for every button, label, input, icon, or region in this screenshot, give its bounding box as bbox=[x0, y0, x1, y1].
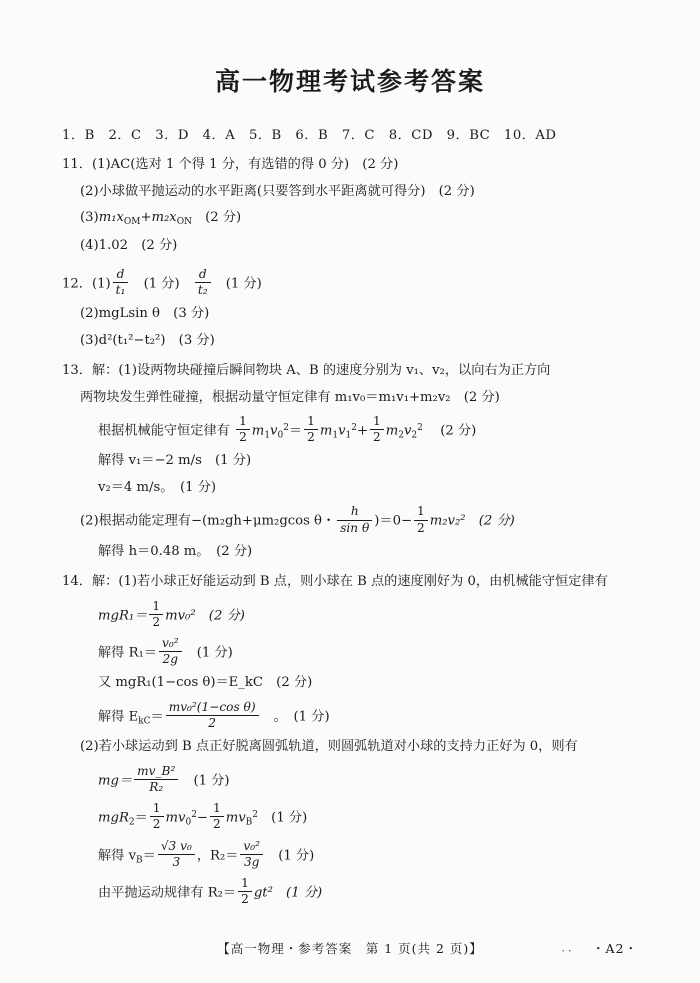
q14-frac-r2-numerator: v₀² bbox=[240, 839, 263, 855]
q14-label: 14．解： bbox=[62, 574, 119, 590]
q14-part3 bbox=[62, 636, 656, 667]
q12-part2: (2)mgLsin θ (3 分) bbox=[80, 306, 210, 322]
q14-frac-mvb bbox=[134, 764, 178, 795]
footer-page-number: 第 1 页(共 2 页) bbox=[365, 941, 470, 956]
q12-part3: (3)d²(t₁²−t₂²) (3 分) bbox=[80, 332, 215, 348]
footer-code: ・A2・ bbox=[592, 941, 638, 956]
q13-part2: 两物块发生弹性碰撞，根据动量守恒定律有 m₁v₀＝m₁v₁+m₂v₂ (2 分) bbox=[80, 389, 500, 405]
q13-part1-text: (1)设两物块碰撞后瞬间物块 A、B 的速度分别为 v₁、v₂，以向右为正方向 bbox=[118, 363, 551, 379]
q14-frac-half-2: $\frac{1}{2}$ bbox=[150, 801, 164, 832]
q14-part4: 又 mgR₁(1−cos θ)＝E_kC (2 分) bbox=[98, 675, 313, 691]
q14-part5-eq: ＝ bbox=[150, 709, 164, 725]
objective-answers-row: 1．B 2．C 3．D 4．A 5．B 6．B 7．C 8．CD 9．BC 10．AD bbox=[62, 128, 557, 143]
q11-part3-sub1: OM bbox=[123, 217, 141, 228]
q14-frac-half-4: $\frac{1}{2}$ bbox=[238, 876, 252, 907]
q14-part9-eq: ＝ bbox=[142, 848, 156, 863]
q14-part2-tail: mv₀² (2 分) bbox=[165, 608, 245, 624]
q14-frac-r1-denominator: 2g bbox=[162, 652, 179, 667]
q14-part9 bbox=[62, 839, 656, 870]
q12-score-2: (1 分) bbox=[225, 276, 262, 292]
q14-part9-sub: B bbox=[136, 855, 143, 866]
q14-frac-half-3: $\frac{1}{2}$ bbox=[210, 801, 224, 832]
q12-fraction-1 bbox=[113, 267, 129, 298]
q13-part3-prefix: 根据机械能守恒定律有 bbox=[98, 423, 230, 439]
q13-part7: 解得 h＝0.48 m。 (2 分) bbox=[98, 543, 253, 559]
q12-part1-prefix: (1) bbox=[91, 276, 111, 292]
footer-dots: ．． bbox=[561, 941, 580, 954]
q14-part5-prefix: 解得 E bbox=[98, 709, 139, 725]
q14-frac-ekc-numerator: mv₀²(1−cos θ) bbox=[166, 700, 259, 716]
q14-part8-score: (1 分) bbox=[271, 810, 308, 826]
q13-part3-score: (2 分) bbox=[440, 423, 477, 439]
q13-frac-half-3: $\frac{1}{2}$ bbox=[370, 414, 384, 445]
q13-part6-mid: )＝0− bbox=[374, 513, 413, 529]
footer-bracket-close: 】 bbox=[469, 941, 483, 956]
q14-part9-prefix: 解得 v bbox=[98, 848, 137, 863]
q14-part10 bbox=[62, 876, 656, 907]
q14-part6: (2)若小球运动到 B 点正好脱离圆弧轨道，则圆弧轨道对小球的支持力正好为 0，则有 bbox=[80, 739, 578, 755]
q11-part3-expr: m₁x bbox=[98, 210, 124, 226]
q11-part3 bbox=[62, 208, 656, 230]
q12-frac1-numerator: d bbox=[113, 267, 129, 283]
q14-part7 bbox=[62, 764, 656, 795]
q14-frac-half-1: $\frac{1}{2}$ bbox=[149, 599, 163, 630]
q14-frac-r2 bbox=[240, 839, 263, 870]
q14-frac-ekc-denominator: 2 bbox=[208, 715, 216, 730]
q13-part6-prefix: (2)根据动能定理有−(m₂gh+μm₂gcos θ・ bbox=[80, 513, 336, 529]
q13-frac-h-numerator: h bbox=[337, 504, 372, 520]
q12-part1 bbox=[62, 267, 656, 298]
q12-frac2-numerator: d bbox=[195, 267, 211, 283]
q14-frac-r1 bbox=[159, 636, 182, 667]
q14-part1-text: (1)若小球正好能运动到 B 点，则小球在 B 点的速度刚好为 0，由机械能守恒定律有 bbox=[118, 574, 608, 590]
q11-label: 11． bbox=[62, 157, 92, 173]
q14-part7-score: (1 分) bbox=[193, 773, 230, 789]
q13-frac-h-denominator: sin θ bbox=[340, 520, 370, 535]
q13-part5: v₂＝4 m/s。 (1 分) bbox=[98, 479, 217, 495]
q12-label: 12． bbox=[62, 276, 92, 292]
q14-frac-vb bbox=[158, 839, 195, 870]
answer-content bbox=[0, 126, 700, 907]
q14-part7-prefix: mg＝ bbox=[98, 773, 133, 789]
q13-frac-h-sin bbox=[337, 504, 372, 535]
q14-part10-prefix: 由平抛运动规律有 R₂＝ bbox=[98, 885, 237, 901]
q11-part3-sub2: ON bbox=[176, 217, 192, 228]
q14-part5-score: 。 (1 分) bbox=[273, 709, 330, 725]
q13-part4: 解得 v₁＝−2 m/s (1 分) bbox=[98, 453, 252, 469]
q13-frac-half-1: $\frac{1}{2}$ bbox=[236, 414, 250, 445]
q14-frac-vb-denominator: 3 bbox=[172, 854, 181, 869]
footer-subject: 高一物理・参考答案 bbox=[230, 941, 353, 956]
q12-frac1-denominator: t₁ bbox=[115, 283, 126, 298]
q14-part5-sub: kC bbox=[138, 716, 151, 727]
q14-part3-score: (1 分) bbox=[196, 645, 233, 661]
q12-frac2-denominator: t₂ bbox=[197, 283, 208, 298]
q13-part6 bbox=[62, 504, 656, 535]
q11-part2: (2)小球做平抛运动的水平距离(只要答到水平距离就可得分) (2 分) bbox=[80, 183, 475, 199]
q14-frac-r1-numerator: v₀² bbox=[159, 636, 182, 652]
q11-part1-text: (1)AC(选对 1 个得 1 分，有选错的得 0 分) (2 分) bbox=[91, 157, 399, 173]
q14-part9-score: (1 分) bbox=[278, 848, 315, 863]
q11-part3-score: (2 分) bbox=[191, 210, 242, 226]
q14-part9-mid: ，R₂＝ bbox=[196, 848, 239, 863]
q13-frac-half-2: $\frac{1}{2}$ bbox=[304, 414, 318, 445]
q13-part3: 根据机械能守恒定律有 $\frac{1}{2}$ $m_1v_0^2=$ $\frac{1}{2}$ $m_1v_1^2+$ $\frac{1}{2}$ $m_2v_2^2$ (2 分) bbox=[98, 414, 477, 445]
q14-part10-tail: gt² (1 分) bbox=[253, 885, 323, 901]
page-title: 高一物理考试参考答案 bbox=[214, 67, 485, 96]
q14-part8: mgR$_2$＝ $\frac{1}{2}$ $mv_0^2-$ $\frac{1}{2}$ $mv_B^2$ (1 分) bbox=[98, 801, 308, 832]
footer-bracket-open: 【 bbox=[217, 941, 231, 956]
q12-score-1: (1 分) bbox=[143, 276, 180, 292]
q14-part2-prefix: mgR₁＝ bbox=[98, 608, 148, 624]
q11-part4: (4)1.02 (2 分) bbox=[80, 238, 178, 254]
page-footer bbox=[0, 939, 700, 957]
q14-part1 bbox=[62, 572, 656, 592]
q12-fraction-2 bbox=[195, 267, 211, 298]
q11-part1 bbox=[62, 155, 656, 175]
q14-frac-vb-numerator: √3 v₀ bbox=[158, 839, 195, 855]
q11-part3-plus: +m₂x bbox=[140, 210, 177, 226]
q14-part3-prefix: 解得 R₁＝ bbox=[98, 645, 157, 661]
q14-part5 bbox=[62, 700, 656, 731]
q13-part6-tail: m₂v₂² (2 分) bbox=[429, 513, 515, 529]
q14-part2 bbox=[62, 599, 656, 630]
q14-frac-mvb-denominator: R₂ bbox=[149, 779, 164, 794]
footer-center bbox=[217, 939, 483, 957]
q13-frac-half-4: $\frac{1}{2}$ bbox=[414, 504, 428, 535]
q14-frac-ekc bbox=[166, 700, 259, 731]
q13-part1 bbox=[62, 361, 656, 381]
q14-frac-mvb-numerator: mv_B² bbox=[134, 764, 178, 780]
q14-frac-r2-denominator: 3g bbox=[243, 854, 260, 869]
q11-part3-prefix: (3) bbox=[80, 210, 99, 226]
q13-label: 13．解： bbox=[62, 363, 119, 379]
